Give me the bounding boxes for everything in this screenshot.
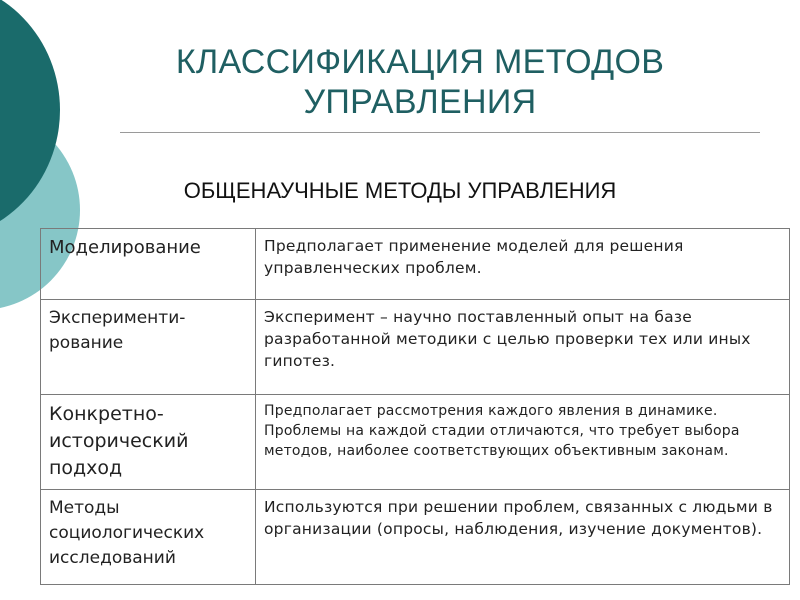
method-name-cell	[41, 490, 256, 585]
method-description-cell	[256, 395, 790, 490]
table-row	[41, 395, 790, 490]
slide-title-line-1: КЛАССИФИКАЦИЯ МЕТОДОВ	[175, 43, 665, 81]
method-name-line: Эксперименти-	[49, 308, 186, 328]
slide-subtitle: ОБЩЕНАУЧНЫЕ МЕТОДЫ УПРАВЛЕНИЯ	[183, 178, 617, 203]
method-name-line: рование	[49, 333, 124, 353]
methods-table	[40, 228, 790, 585]
method-description-cell	[256, 300, 790, 395]
method-name-line: исторический	[49, 430, 189, 452]
method-name-line: исследований	[49, 548, 176, 568]
method-description-cell	[256, 229, 790, 300]
method-name-line: Методы	[49, 498, 120, 518]
slide-title	[120, 42, 720, 122]
method-name-cell	[41, 300, 256, 395]
method-name-line: социологических	[49, 523, 205, 543]
table-row	[41, 300, 790, 395]
method-description: Эксперимент – научно поставленный опыт на базе разработанной методики с целью проверки тех или иных гипотез.	[264, 308, 751, 370]
method-name-line: подход	[49, 457, 123, 479]
method-description: Предполагает рассмотрения каждого явления в динамике. Проблемы на каждой стадии отличаются, что требует выбора методов, наиболее соответствующих объективным законам.	[264, 403, 740, 459]
table-row	[41, 490, 790, 585]
method-name: Моделирование	[49, 237, 201, 258]
title-divider	[120, 132, 760, 133]
method-description: Предполагает применение моделей для решения управленческих проблем.	[264, 237, 684, 277]
method-name-cell	[41, 395, 256, 490]
method-name-cell	[41, 229, 256, 300]
method-description: Используются при решении проблем, связанных с людьми в организации (опросы, наблюдения, изучение документов).	[264, 498, 773, 538]
method-description-cell	[256, 490, 790, 585]
slide-title-line-2: УПРАВЛЕНИЯ	[303, 83, 537, 121]
method-name-line: Конкретно-	[49, 403, 164, 425]
table-row	[41, 229, 790, 300]
